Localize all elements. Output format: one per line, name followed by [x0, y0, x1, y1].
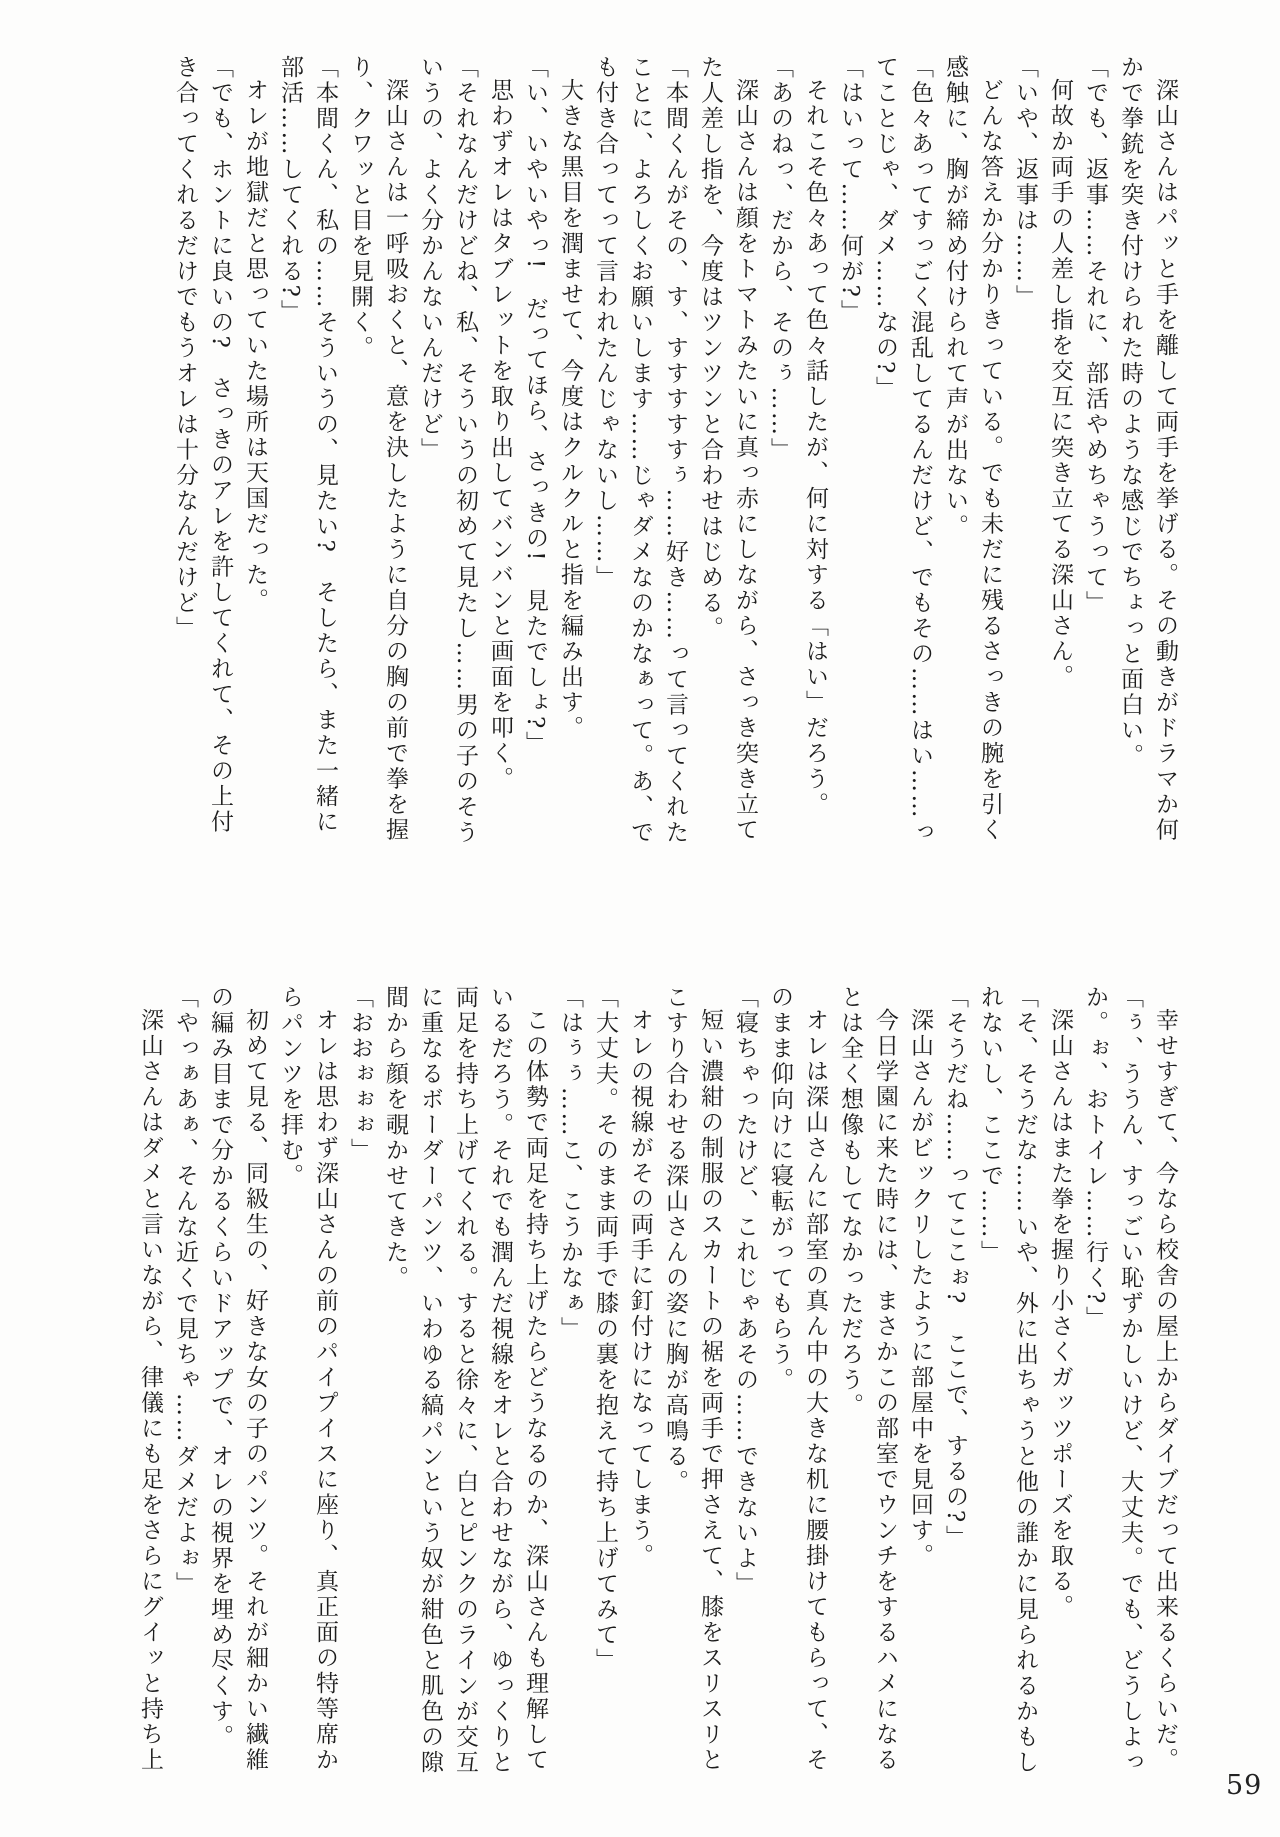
paragraph: 思わずオレはタブレットを取り出してバンバンと画面を叩く。 [487, 78, 513, 792]
paragraph: 「はぅぅ……こ、こうかなぁ」 [557, 985, 583, 1342]
paragraph: 「でも、ホントに良いの? さっきのアレを許してくれて、その上付き合ってくれるだけでもうオレは十分なんだけど」 [172, 55, 233, 835]
paragraph: 今日学園に来た時には、まさかこの部室でウンチをするハメになるとは全く想像もしてなかっただろう。 [837, 985, 898, 1773]
paragraph: 大きな黒目を潤ませて、今度はクルクルと指を編み出す。 [557, 78, 583, 741]
paragraph: 「でも、返事……それに、部活やめちゃうって」 [1082, 55, 1108, 616]
paragraph: 深山さんはまた拳を握り小さくガッツポーズを取る。 [1047, 1008, 1073, 1620]
paragraph: 「本間くんがその、す、すすすすすぅ……好き……って言ってくれたことに、よろしくお願いします……じゃダメなのかなぁって。あ、でも付き合ってって言われたんじゃないし……」 [592, 55, 688, 846]
paragraph: この体勢で両足を持ち上げたらどうなるのか、深山さんも理解しているだろう。それでも潤んだ視線をオレと合わせながら、ゆっくりと両足を持ち上げてくれる。すると徐々に、白とピンクのラインが交互に重なるボーダーパンツ、いわゆる縞パンという奴が紺色と肌色の隙間から顔を覗かせてきた。 [382, 985, 548, 1776]
paragraph: 「そうだね……ってここぉ? ここで、するの?」 [942, 985, 968, 1551]
paragraph: 深山さんは顔をトマトみたいに真っ赤にしながら、さっき突き立てた人差し指を、今度はツンツンと合わせはじめる。 [697, 55, 758, 843]
paragraph: 「寝ちゃったけど、これじゃあその……できないよ」 [732, 985, 758, 1597]
paragraph: 「あのねっ、だから、そのぅ……」 [767, 55, 793, 463]
paragraph: 初めて見る、同級生の、好きな女の子のパンツ。それが細かい繊維の編み目まで分かるくらいドアップで、オレの視界を埋め尽くす。 [207, 985, 268, 1773]
paragraph: どんな答えか分かりきっている。でも未だに残るさっきの腕を引く感触に、胸が締め付けられて声が出ない。 [942, 55, 1003, 843]
paragraph: 「いや、返事は……」 [1012, 55, 1038, 310]
paragraph: オレは深山さんに部室の真ん中の大きな机に腰掛けてもらって、そのまま仰向けに寝転がってもらう。 [767, 985, 828, 1773]
paragraph: 「い、いやいやっ! だってほら、さっきの! 見たでしょ?」 [522, 55, 548, 757]
paragraph: 深山さんはダメと言いながら、律儀にも足をさらにグイッと持ち上 [137, 1008, 163, 1773]
paragraph: オレは思わず深山さんの前のパイプイスに座り、真正面の特等席からパンツを拝む。 [277, 985, 338, 1773]
paragraph: それこそ色々あって色々話したが、何に対する「はい」だろう。 [802, 78, 828, 818]
paragraph: 「それなんだけどね、私、そういうの初めて見たし……男の子のそういうの、よく分かんないんだけど」 [417, 55, 478, 846]
paragraph: オレの視線がその両手に釘付けになってしまう。 [627, 1008, 653, 1569]
paragraph: 短い濃紺の制服のスカートの裾を両手で押さえて、膝をスリスリとこすり合わせる深山さんの姿に胸が高鳴る。 [662, 985, 723, 1773]
paragraph: オレが地獄だと思っていた場所は天国だった。 [242, 78, 268, 614]
paragraph: 「大丈夫。そのまま両手で膝の裏を抱えて持ち上げてみて」 [592, 985, 618, 1674]
paragraph: 何故か両手の人差し指を交互に突き立てる深山さん。 [1047, 78, 1073, 690]
paragraph: 「本間くん、私の……そういうの、見たい? そしたら、また一緒に部活……してくれる?」 [277, 55, 338, 835]
paragraph: 深山さんは一呼吸おくと、意を決したように自分の胸の前で拳を握り、クワッと目を見開く。 [347, 55, 408, 843]
paragraph: 「ぅ、ううん、すっごい恥ずかしいけど、大丈夫。でも、どうしよっか。ぉ、おトイレ……行く?」 [1082, 985, 1143, 1776]
top-text-block [97, 55, 1182, 853]
paragraph: 「おおぉぉぉ」 [347, 985, 373, 1164]
paragraph: 深山さんはパッと手を離して両手を挙げる。その動きがドラマか何かで拳銃を突き付けられた時のような感じでちょっと面白い。 [1117, 55, 1178, 843]
paragraph: 「はいって……何が?」 [837, 55, 863, 325]
paragraph: 幸せすぎて、今なら校舎の屋上からダイブだって出来るくらいだ。 [1152, 1008, 1178, 1773]
paragraph: 「やっぁあぁ、そんな近くで見ちゃ……ダメだよぉ」 [172, 985, 198, 1597]
paragraph: 「色々あってすっごく混乱してるんだけど、でもその……はい……ってことじゃ、ダメ……なの?」 [872, 55, 933, 846]
paragraph: 「そ、そうだな……いや、外に出ちゃうと他の誰かに見られるかもしれないし、ここで……」 [977, 985, 1038, 1776]
paragraph: 深山さんがビックリしたように部屋中を見回す。 [907, 1008, 933, 1569]
page-number: 59 [1226, 1770, 1263, 1801]
bottom-text-block [82, 985, 1182, 1783]
